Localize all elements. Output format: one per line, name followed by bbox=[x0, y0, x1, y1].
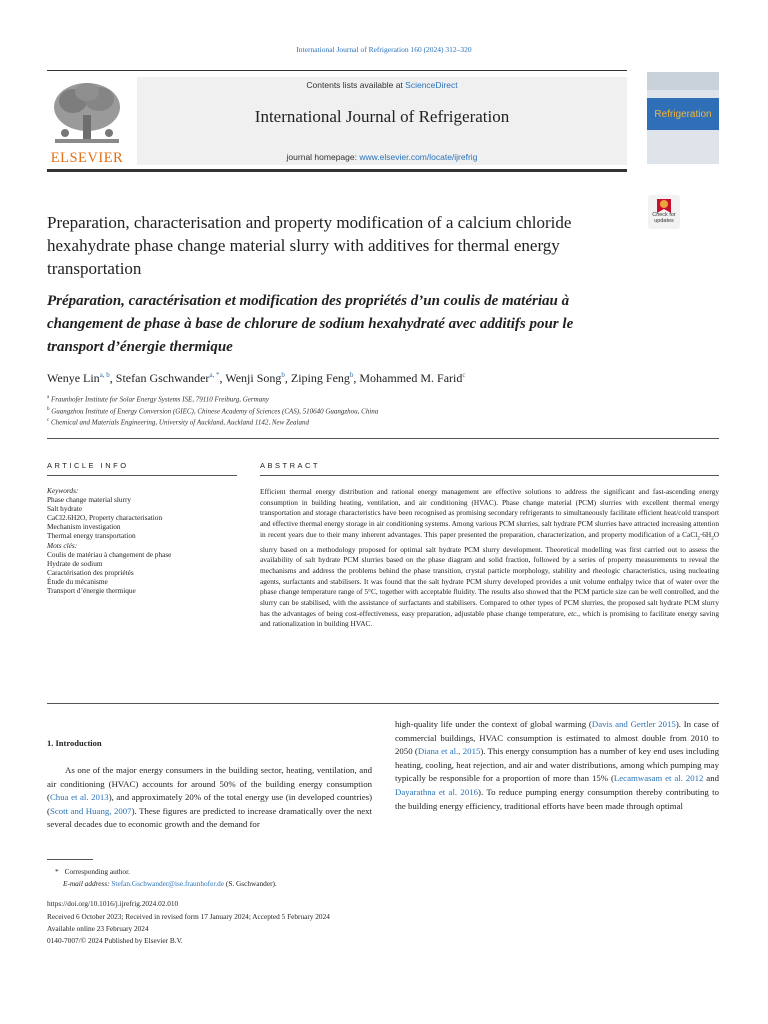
publisher-wordmark: ELSEVIER bbox=[50, 150, 124, 166]
article-title-french: Préparation, caractérisation et modification des propriétés d’un coulis de matériau à changement de phase à base de chlorure de sodium hexahydraté avec additifs pour le transport d’énergie thermique bbox=[47, 293, 574, 355]
cover-title: Refrigeration bbox=[654, 109, 712, 120]
author-name[interactable]: Stefan Gschwander bbox=[115, 371, 210, 385]
introduction-heading: 1. Introduction bbox=[47, 738, 102, 748]
keyword-item: Salt hydrate bbox=[47, 504, 83, 514]
abstract-rule bbox=[260, 475, 719, 476]
keyword-item-french: Étude du mécanisme bbox=[47, 576, 108, 586]
citation-link[interactable]: Dayarathna et al. 2016 bbox=[395, 786, 479, 797]
abstract-text-part: Efficient thermal energy distribution and rational energy management are effective solutions to address the significant and fast-ascending energy consumption in building heating, ventilation, and air conditioning (HVAC). Phase change material (PCM) slurries with excellent thermal energy transportation and storage characteristics have been recognised as promising secondary refrigerants to simultaneously facilitate efficient heat/cold transport and effective thermal energy storage in air conditioning systems. Among various PCM slurries, salt hydrate PCM slurries have attracted increasing attention in recent years due to their many inherent advantages. This paper presented the preparation, characterization, and property modification of a CaCl bbox=[260, 487, 719, 539]
intro-text: ). These figures are predicted to increase dramatically over the next several decades due to economic growth and the demand for bbox=[47, 805, 372, 830]
copyright-line: 0140-7007/© 2024 Published by Elsevier B.V. bbox=[47, 936, 183, 945]
check-label-line1: Check for bbox=[652, 212, 676, 218]
abstract-subscript: 2 bbox=[697, 536, 700, 542]
author-name[interactable]: Wenji Song bbox=[225, 371, 282, 385]
abstract-text-part: , which is promising to facilitate energy saving and rationalization in building HVAC. bbox=[260, 608, 719, 629]
article-info-rule bbox=[47, 475, 237, 476]
intro-text: and bbox=[703, 773, 720, 784]
citation-link[interactable]: Diana et al., 2015 bbox=[417, 746, 481, 757]
keywords-heading-french: Mots clés: bbox=[47, 540, 78, 550]
affiliation-mark: b bbox=[47, 407, 50, 412]
author-affiliation-mark[interactable]: a, b bbox=[99, 371, 110, 379]
keyword-item: Thermal energy transportation bbox=[47, 531, 136, 541]
keyword-item: Phase change material slurry bbox=[47, 495, 132, 505]
affiliation bbox=[47, 418, 309, 426]
citation-link[interactable]: Chua et al. 2013 bbox=[49, 792, 109, 803]
author-email-link[interactable]: Stefan.Gschwander@ise.fraunhofer.de bbox=[111, 879, 225, 888]
footnote-rule bbox=[47, 859, 93, 860]
keyword-item-french: Coulis de matériau à changement de phase bbox=[47, 549, 172, 559]
keyword-item-french: Hydrate de sodium bbox=[47, 558, 103, 568]
citation-link[interactable]: Davis and Gertler 2015 bbox=[591, 719, 676, 729]
author-separator: , bbox=[109, 371, 116, 385]
journal-title: International Journal of Refrigeration bbox=[254, 107, 510, 126]
article-title-english: Preparation, characterisation and property modification of a calcium chloride hexahydrate phase change material slurry with additives for thermal energy transportation bbox=[47, 213, 572, 278]
doi-link[interactable]: https://doi.org/10.1016/j.ijrefrig.2024.02.010 bbox=[47, 899, 179, 908]
abstract-end-rule bbox=[47, 703, 719, 704]
email-label: E-mail address: bbox=[63, 879, 112, 888]
journal-homepage-link[interactable]: www.elsevier.com/locate/ijrefrig bbox=[359, 152, 478, 162]
received-dates: Received 6 October 2023; Received in revised form 17 January 2024; Accepted 5 February 2024 bbox=[47, 912, 330, 921]
abstract-body bbox=[260, 487, 719, 630]
article-info-heading: ARTICLE INFO bbox=[47, 461, 129, 470]
abstract-text-part: ·6H bbox=[699, 529, 712, 539]
corresponding-author-note bbox=[47, 867, 130, 876]
header-bottom-rule bbox=[47, 169, 627, 172]
available-online: Available online 23 February 2024 bbox=[47, 924, 149, 933]
keywords-block bbox=[47, 486, 237, 595]
intro-text: ), and approximately 20% of the total energy use (in developed countries) ( bbox=[47, 792, 372, 816]
affiliation-text: Fraunhofer Institute for Solar Energy Systems ISE, 79110 Freiburg, Germany bbox=[50, 395, 269, 404]
sciencedirect-link[interactable]: ScienceDirect bbox=[405, 80, 458, 90]
author-affiliation-mark[interactable]: b bbox=[349, 371, 354, 379]
abstract-text-part: O slurry based on a methodology proposed for optimal salt hydrate PCM slurry development. Theoretical modelling was first carried out to assess the availability of salt hydrate PCM slurries based on the phase diagram and solid fraction, followed by a series of property measurements to reveal the mechanisms and address the problems behind the phase transition, crystal particle morphology, stability and rheologic characteristics, using nucleating agents, surfactants and stabilisers. It was found that the salt hydrate PCM slurry developed provides a unit volume enthalpy twice that of water over the phase change temperature range of 5°C, together with acceptable fluidity. The results also showed that the PCM particle size can be well controlled, and the slurry can be stabilised, with the assistance of surfactants and stabilisers. Compared to other types of PCM slurries, the proposed salt hydrate PCM slurry has the advantages of being cost-effectiveness, easy preparation, adjustable phase change temperature, bbox=[260, 529, 719, 618]
abstract-heading: ABSTRACT bbox=[260, 461, 321, 470]
abstract-subscript: 2 bbox=[711, 536, 714, 542]
check-label-line2: updates bbox=[654, 218, 674, 224]
author-separator: , bbox=[353, 371, 360, 385]
intro-right-column bbox=[395, 718, 719, 813]
citation-link[interactable]: Lecamwasam et al. 2012 bbox=[613, 773, 704, 784]
intro-text: ). To reduce pumping energy consumption thereby contributing to the building energy efficiency, traditional efforts have been made through optimal bbox=[395, 786, 719, 811]
corresponding-author-label: Corresponding author. bbox=[64, 867, 130, 876]
check-for-updates-label bbox=[644, 212, 684, 224]
affiliation bbox=[47, 395, 269, 403]
header-top-rule bbox=[47, 70, 627, 71]
author-affiliation-mark[interactable]: c bbox=[462, 371, 466, 379]
contents-prefix: Contents lists available at bbox=[306, 80, 406, 90]
author-list bbox=[47, 371, 466, 386]
intro-text: ). This energy consumption has a number of key end uses including heating, cooling, heat rejection, and air and water distributions, among which pumping may typically be responsible for a proportion of more than 15% ( bbox=[395, 746, 719, 784]
keyword-item: Mechanism investigation bbox=[47, 522, 121, 532]
footnote-mark: * bbox=[55, 867, 59, 876]
author-separator: , bbox=[219, 371, 226, 385]
keyword-item-french: Transport d’énergie thermique bbox=[47, 586, 136, 596]
journal-citation[interactable]: International Journal of Refrigeration 160 (2024) 312–320 bbox=[296, 45, 472, 54]
affiliation-text: Chemical and Materials Engineering, University of Auckland, Auckland 1142, New Zealand bbox=[50, 418, 309, 427]
author-separator: , bbox=[284, 371, 291, 385]
cover-top-band bbox=[647, 72, 719, 90]
author-name[interactable]: Ziping Feng bbox=[290, 371, 350, 385]
journal-cover-thumbnail[interactable] bbox=[647, 72, 719, 164]
homepage-line bbox=[137, 152, 627, 162]
email-note bbox=[63, 879, 277, 888]
keyword-item-french: Caractérisation des propriétés bbox=[47, 567, 134, 577]
email-suffix: (S. Gschwander). bbox=[224, 879, 277, 888]
affiliation bbox=[47, 407, 378, 415]
contents-line bbox=[137, 80, 627, 90]
author-name[interactable]: Mohammed M. Farid bbox=[359, 371, 463, 385]
homepage-prefix: journal homepage: bbox=[286, 152, 360, 162]
affiliation-mark: c bbox=[47, 418, 50, 423]
author-affiliation-mark[interactable]: a, * bbox=[209, 371, 220, 379]
intro-text: As one of the major energy consumers in the building sector, heating, ventilation, and air conditioning (HVAC) accounts for around 50% of the building energy consumption ( bbox=[47, 765, 372, 803]
affiliation-text: Guangzhou Institute of Energy Conversion (GIEC), Chinese Academy of Sciences (CAS), 510640 Guangzhou, China bbox=[51, 407, 379, 416]
citation-link[interactable]: Scott and Huang, 2007 bbox=[49, 805, 132, 816]
intro-text: high-quality life under the context of global warming ( bbox=[395, 719, 592, 729]
abstract-etc: etc. bbox=[567, 608, 579, 618]
affiliation-mark: a bbox=[47, 395, 50, 400]
author-affiliation-mark[interactable]: b bbox=[281, 371, 285, 379]
author-name[interactable]: Wenye Lin bbox=[47, 371, 100, 385]
intro-text: ). In case of commercial buildings, HVAC consumption is estimated to almost double from 2010 to 2050 ( bbox=[395, 719, 719, 757]
keywords-heading: Keywords: bbox=[47, 486, 79, 495]
affiliation-rule bbox=[47, 438, 719, 439]
keyword-item: CaCl2.6H2O, Property characterisation bbox=[47, 513, 163, 523]
intro-left-column bbox=[47, 764, 372, 832]
